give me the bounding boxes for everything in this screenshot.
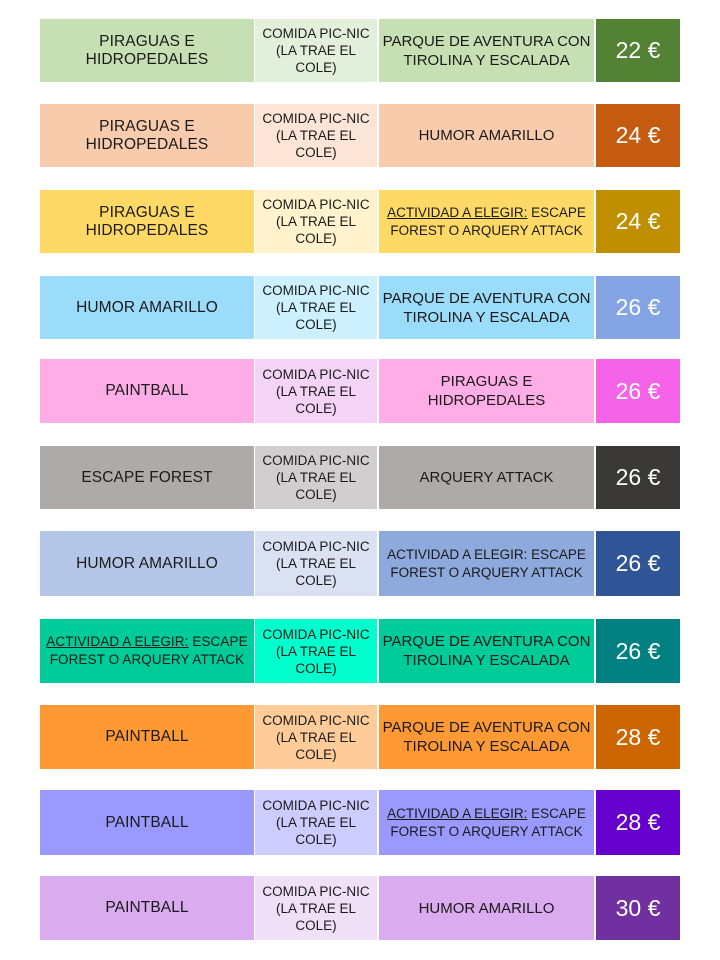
activity-1-cell (40, 19, 254, 82)
activity-2-cell (379, 619, 594, 683)
activity-2-cell (379, 359, 594, 423)
lunch-cell (255, 19, 377, 82)
lunch-cell (255, 276, 377, 339)
price-cell (596, 876, 680, 940)
activity-2-cell (379, 104, 594, 167)
activity-2-label: ACTIVIDAD A ELEGIR: ESCAPE FOREST O ARQUERY ATTACK (387, 546, 586, 580)
price-label: 28 € (615, 723, 661, 750)
activity-1-cell (40, 531, 254, 596)
price-label: 30 € (615, 894, 661, 921)
lunch-label: COMIDA PIC-NIC (LA TRAE EL COLE) (262, 626, 370, 676)
activity-1-cell (40, 276, 254, 339)
activity-1-cell (40, 359, 254, 423)
activity-1-label: PAINTBALL (105, 728, 189, 745)
lunch-cell (255, 190, 377, 253)
activity-1-cell (40, 705, 254, 769)
lunch-cell (255, 876, 377, 940)
lunch-cell (255, 446, 377, 509)
price-cell (596, 104, 680, 167)
price-label: 22 € (615, 37, 661, 63)
table-row (40, 190, 680, 253)
activity-1-label: ESCAPE FOREST (81, 468, 213, 486)
lunch-label: COMIDA PIC-NIC (LA TRAE EL COLE) (262, 883, 370, 933)
lunch-label: COMIDA PIC-NIC (LA TRAE EL COLE) (262, 197, 370, 246)
lunch-label: COMIDA PIC-NIC (LA TRAE EL COLE) (262, 111, 370, 160)
activity-2-label: HUMOR AMARILLO (418, 899, 555, 917)
activity-2-cell (379, 876, 594, 940)
lunch-label: COMIDA PIC-NIC (LA TRAE EL COLE) (262, 453, 370, 502)
activity-2-cell (379, 531, 594, 596)
activity-2-label: ACTIVIDAD A ELEGIR: ESCAPE FOREST O ARQUERY ATTACK (387, 204, 586, 238)
activity-1-cell (40, 104, 254, 167)
price-label: 26 € (615, 550, 661, 576)
price-label: 28 € (615, 809, 661, 835)
activity-2-cell (379, 276, 594, 339)
activity-1-cell (40, 790, 254, 855)
activity-2-cell (379, 705, 594, 769)
price-cell (596, 359, 680, 423)
activity-2-label: PARQUE DE AVENTURA CON TIROLINA Y ESCALADA (382, 719, 591, 755)
price-label: 26 € (615, 294, 661, 320)
activity-2-cell (379, 190, 594, 253)
table-row (40, 705, 680, 769)
lunch-label: COMIDA PIC-NIC (LA TRAE EL COLE) (262, 366, 370, 416)
table-row (40, 359, 680, 423)
activity-1-label: PIRAGUAS E HIDROPEDALES (85, 117, 209, 153)
lunch-cell (255, 104, 377, 167)
lunch-label: COMIDA PIC-NIC (LA TRAE EL COLE) (262, 26, 370, 75)
activity-2-cell (379, 790, 594, 855)
lunch-cell (255, 619, 377, 683)
lunch-cell (255, 705, 377, 769)
table-row (40, 790, 680, 855)
activity-1-cell (40, 619, 254, 683)
price-cell (596, 619, 680, 683)
lunch-cell (255, 359, 377, 423)
price-cell (596, 19, 680, 82)
price-label: 24 € (615, 122, 661, 148)
activity-1-label: PAINTBALL (105, 899, 189, 916)
table-row (40, 276, 680, 339)
table-row (40, 19, 680, 82)
lunch-label: COMIDA PIC-NIC (LA TRAE EL COLE) (262, 798, 370, 847)
activity-1-label: PIRAGUAS E HIDROPEDALES (85, 203, 209, 239)
price-cell (596, 446, 680, 509)
activity-1-label: PAINTBALL (105, 813, 189, 831)
activity-1-cell (40, 190, 254, 253)
activity-1-label: HUMOR AMARILLO (76, 554, 218, 572)
price-label: 26 € (615, 377, 661, 404)
lunch-label: COMIDA PIC-NIC (LA TRAE EL COLE) (262, 712, 370, 762)
activity-1-label: PAINTBALL (105, 382, 189, 399)
table-row (40, 531, 680, 596)
activity-2-label: PIRAGUAS E HIDROPEDALES (427, 373, 546, 409)
activity-2-label: HUMOR AMARILLO (418, 127, 555, 144)
lunch-cell (255, 790, 377, 855)
activity-2-label: ARQUERY ATTACK (419, 469, 554, 486)
price-cell (596, 705, 680, 769)
table-row (40, 619, 680, 683)
activity-1-label: ACTIVIDAD A ELEGIR: ESCAPE FOREST O ARQUERY ATTACK (46, 634, 248, 667)
price-label: 26 € (615, 464, 661, 490)
activity-2-label: ACTIVIDAD A ELEGIR: ESCAPE FOREST O ARQUERY ATTACK (387, 805, 586, 839)
price-cell (596, 276, 680, 339)
price-label: 26 € (615, 637, 661, 664)
price-label: 24 € (615, 208, 661, 234)
lunch-cell (255, 531, 377, 596)
activity-1-cell (40, 876, 254, 940)
table-row (40, 446, 680, 509)
activity-2-cell (379, 19, 594, 82)
activity-2-label: PARQUE DE AVENTURA CON TIROLINA Y ESCALADA (382, 32, 591, 69)
price-cell (596, 190, 680, 253)
lunch-label: COMIDA PIC-NIC (LA TRAE EL COLE) (262, 539, 370, 588)
activity-2-label: PARQUE DE AVENTURA CON TIROLINA Y ESCALADA (382, 289, 591, 326)
activity-2-cell (379, 446, 594, 509)
price-cell (596, 790, 680, 855)
price-cell (596, 531, 680, 596)
table-row (40, 876, 680, 940)
table-row (40, 104, 680, 167)
activity-2-label: PARQUE DE AVENTURA CON TIROLINA Y ESCALADA (382, 633, 591, 669)
activity-1-label: HUMOR AMARILLO (76, 298, 218, 316)
lunch-label: COMIDA PIC-NIC (LA TRAE EL COLE) (262, 283, 370, 332)
activity-1-label: PIRAGUAS E HIDROPEDALES (85, 32, 209, 68)
activity-1-cell (40, 446, 254, 509)
